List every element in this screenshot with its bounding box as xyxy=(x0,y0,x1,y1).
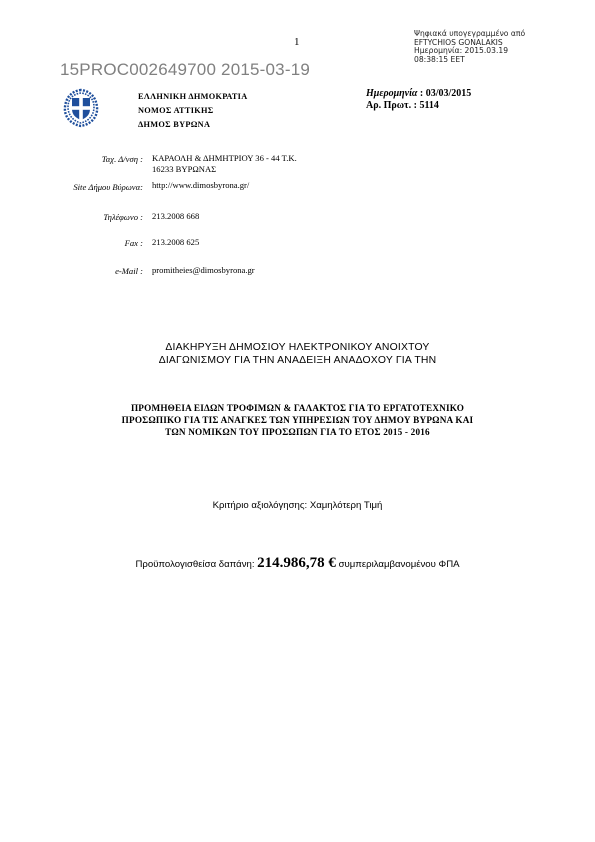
protocol-label: Αρ. Πρωτ. xyxy=(366,100,412,111)
fax-value: 213.2008 625 xyxy=(152,237,200,247)
date-label: Ημερομηνία xyxy=(366,88,418,99)
award-criterion: Κριτήριο αξιολόγησης: Χαμηλότερη Τιμή xyxy=(212,500,383,511)
address-value xyxy=(152,153,297,175)
title-line-2: ΔΙΑΓΩΝΙΣΜΟΥ ΓΙΑ ΤΗΝ ΑΝΑΔΕΙΞΗ ΑΝΑΔΟΧΟΥ ΓΙΑ ΤΗΝ xyxy=(158,355,437,366)
gov-prefecture: ΝΟΜΟΣ ΑΤΤΙΚΗΣ xyxy=(138,106,214,115)
signature-time: 08:38:15 EET xyxy=(414,54,465,64)
gov-republic: ΕΛΛΗΝΙΚΗ ΔΗΜΟΚΡΑΤΙΑ xyxy=(138,92,248,101)
subject-line-3: ΤΩΝ ΝΟΜΙΚΩΝ ΤΟΥ ΠΡΟΣΩΠΩΝ ΓΙΑ ΤΟ ΕΤΟΣ 2015 - 2016 xyxy=(165,427,430,437)
address-line-2: 16233 ΒΥΡΩΝΑΣ xyxy=(152,164,217,174)
subject-line-2: ΠΡΟΣΩΠΙΚΟ ΓΙΑ ΤΙΣ ΑΝΑΓΚΕΣ ΤΩΝ ΥΠΗΡΕΣΙΩΝ ΤΟΥ ΔΗΜΟΥ ΒΥΡΩΝΑ ΚΑΙ xyxy=(121,415,474,425)
signature-signer: EFTYCHIOS GONALAKIS xyxy=(414,37,503,47)
greek-coat-of-arms-icon xyxy=(60,87,102,129)
fax-label: Fax : xyxy=(124,238,143,248)
protocol-number xyxy=(366,100,471,112)
protocol-value: : 5114 xyxy=(411,100,439,111)
signature-date: Ημερομηνία: 2015.03.19 xyxy=(414,46,509,56)
address-label: Ταχ. Δ/νση : xyxy=(101,154,143,164)
budget-line xyxy=(0,555,595,572)
budget-amount: 214.986,78 € xyxy=(257,555,336,571)
issuing-authority xyxy=(138,90,248,132)
document-title xyxy=(0,341,595,367)
digital-signature-stamp xyxy=(414,30,525,64)
tender-subject xyxy=(0,402,595,438)
phone-value: 213.2008 668 xyxy=(152,211,200,221)
date-value: : 03/03/2015 xyxy=(417,88,472,99)
procurement-id: 15PROC002649700 2015-03-19 xyxy=(60,60,310,79)
budget-suffix: συμπεριλαμβανομένου ΦΠΑ xyxy=(335,559,460,570)
budget-prefix: Προϋπολογισθείσα δαπάνη: xyxy=(135,559,258,570)
subject-line-1: ΠΡΟΜΗΘΕΙΑ ΕΙΔΩΝ ΤΡΟΦΙΜΩΝ & ΓΑΛΑΚΤΟΣ ΓΙΑ ΤΟ ΕΡΓΑΤΟΤΕΧΝΙΚΟ xyxy=(130,403,465,413)
signature-line-1: Ψηφιακά υπογεγραμμένο από xyxy=(414,29,526,38)
gov-municipality: ΔΗΜΟΣ ΒΥΡΩΝΑ xyxy=(138,120,211,129)
document-date xyxy=(366,88,471,100)
email-label: e-Mail : xyxy=(115,266,143,276)
email-link[interactable]: promitheies@dimosbyrona.gr xyxy=(152,265,255,275)
site-label: Site Δήμου Βύρωνα: xyxy=(73,182,143,192)
document-reference xyxy=(366,88,471,112)
site-link[interactable]: http://www.dimosbyrona.gr/ xyxy=(152,180,250,190)
page-number: 1 xyxy=(294,36,300,48)
phone-label: Τηλέφωνο : xyxy=(103,212,143,222)
address-line-1: ΚΑΡΑΟΛΗ & ΔΗΜΗΤΡΙΟΥ 36 - 44 Τ.Κ. xyxy=(152,153,297,163)
title-line-1: ΔΙΑΚΗΡΥΞΗ ΔΗΜΟΣΙΟΥ ΗΛΕΚΤΡΟΝΙΚΟΥ ΑΝΟΙΧΤΟΥ xyxy=(165,342,430,353)
